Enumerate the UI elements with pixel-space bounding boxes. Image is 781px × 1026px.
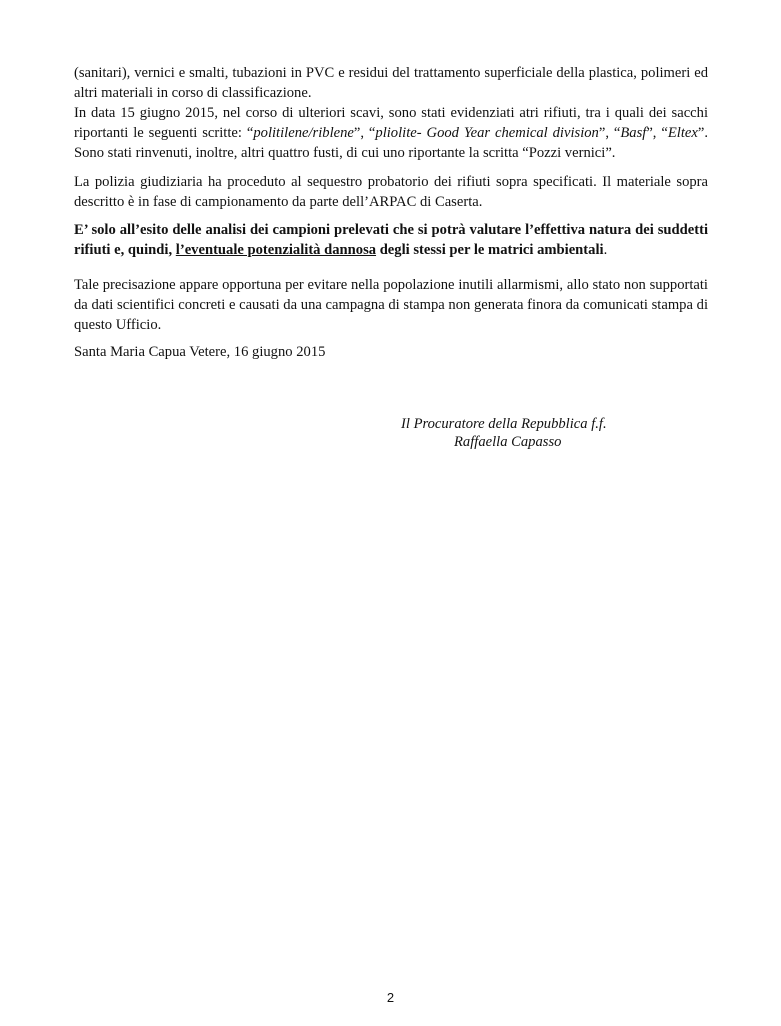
label-eltex: Eltex: [667, 125, 698, 141]
excavation-text-1: In data 15 giugno 2015, nel corso di ulteriori scavi, sono stati evidenziati atri rifiuti, tra i quali dei sacchi riportanti le seguenti scritte: “: [74, 105, 708, 141]
label-basf: Basf: [620, 125, 647, 141]
excavation-text-2: ”, “: [353, 125, 376, 141]
analysis-underlined: l’eventuale potenzialità dannosa: [175, 242, 377, 258]
label-politilene: politilene/riblene: [253, 125, 354, 141]
excavation-text-5: ”. Sono stati rinvenuti, inoltre, altri quattro fusti, di cui uno riportante la scritta “Pozzi vernici”.: [74, 125, 708, 161]
page-number: 2: [386, 990, 395, 1005]
analysis-text-1: E’ solo all’esito delle analisi dei campioni prelevati che si potrà valutare l’effettiva natura dei suddetti rifiuti e, quindi,: [74, 222, 708, 258]
paragraph-seizure: La polizia giudiziaria ha proceduto al sequestro probatorio dei rifiuti sopra specificati. Il materiale sopra descritto è in fase di campionamento da parte dell’ARPAC di Caserta.: [74, 174, 708, 210]
excavation-text-4: ”, “: [646, 125, 668, 141]
place-date: Santa Maria Capua Vetere, 16 giugno 2015: [74, 343, 326, 360]
analysis-tail: .: [603, 242, 608, 258]
analysis-text-2: degli stessi per le matrici ambientali: [376, 242, 604, 258]
label-pliolite: pliolite- Good Year chemical division: [375, 125, 599, 141]
signature-block: [401, 415, 607, 451]
paragraph-materials: (sanitari), vernici e smalti, tubazioni in PVC e residui del trattamento superficiale della plastica, polimeri ed altri materiali in corso di classificazione.: [74, 65, 708, 101]
paragraph-excavation: [74, 103, 708, 163]
excavation-text-3: ”, “: [598, 125, 621, 141]
paragraph-clarification: Tale precisazione appare opportuna per evitare nella popolazione inutili allarmismi, allo stato non supportati da dati scientifici concreti e causati da una campagna di stampa non generata finora da comunicati stampa di questo Ufficio.: [74, 276, 708, 333]
signature-name: Raffaella Capasso: [454, 434, 562, 450]
paragraph-analysis: [74, 220, 708, 260]
signature-title: Il Procuratore della Repubblica f.f.: [401, 416, 607, 432]
document-body: [74, 63, 708, 362]
